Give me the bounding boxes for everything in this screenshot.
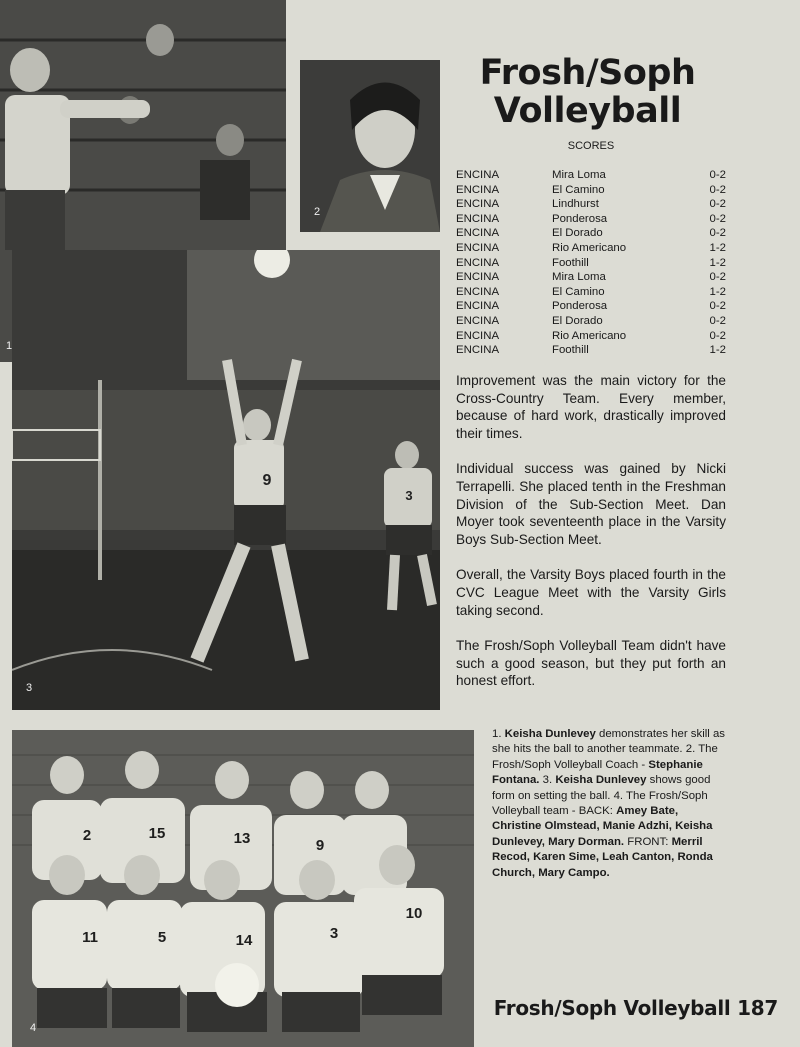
photo-number: 1 [6,340,13,352]
caption-name: Amey Bate, Christine Olmstead, Manie Adzhi, Keisha Dunlevey, Mary Dorman. [492,805,713,848]
paragraph: Overall, the Varsity Boys placed fourth in the CVC League Meet with the Varsity Girls taking second. [456,567,726,618]
score-opponent: Ponderosa [552,212,608,225]
score-result: 0-2 [709,183,726,196]
score-row [456,168,726,183]
footer-section-title: Frosh/Soph Volleyball [493,996,731,1020]
jersey-number: 2 [82,827,92,844]
score-row [456,226,726,241]
jersey-number: 15 [148,825,166,842]
jersey-number: 3 [329,925,339,942]
jersey-number: 13 [233,830,251,847]
paragraph: Improvement was the main victory for the Cross-Country Team. Every member, because of hard work, drastically improved their times. [456,373,726,441]
score-row [456,183,726,198]
page-title: Frosh/Soph Volleyball [479,53,696,131]
caption-name: Keisha Dunlevey [504,728,596,740]
score-team: ENCINA [456,329,500,342]
score-row [456,270,726,285]
photo-caption [492,727,727,881]
photo-setting-the-ball [12,250,440,710]
score-result: 0-2 [709,169,726,181]
score-result: 0-2 [709,198,726,211]
caption-name: Stephanie Fontana. [492,758,703,787]
page-footer [488,996,778,1020]
score-opponent: El Camino [552,285,605,298]
score-result: 1-2 [709,344,726,357]
score-opponent: Foothill [552,256,589,269]
score-row [456,285,726,300]
score-team: ENCINA [456,256,500,269]
score-team: ENCINA [456,285,500,298]
score-team: ENCINA [456,198,500,211]
caption-name: Keisha Dunlevey [555,774,647,787]
caption-text: shows good form on setting the ball. 4. The Frosh/Soph Volleyball team - BACK: [492,774,711,818]
score-row [456,256,726,271]
score-row [456,314,726,329]
score-opponent: El Dorado [552,314,603,327]
score-opponent: Mira Loma [552,271,606,284]
score-result: 1-2 [709,256,726,269]
score-opponent: El Dorado [552,227,603,240]
score-opponent: Rio Americano [552,241,627,254]
caption-text: 1. [492,728,505,740]
photo-number: 4 [30,1022,37,1034]
score-team: ENCINA [456,227,500,240]
scores-heading: SCORES [567,140,615,152]
caption-name: Merril Recod, Karen Sime, Leah Canton, Ronda Church, Mary Campo. [492,835,713,879]
score-result: 0-2 [709,271,726,284]
score-result: 0-2 [709,300,726,313]
score-result: 1-2 [709,241,726,254]
score-result: 0-2 [709,329,726,342]
caption-text: 3. [539,774,556,787]
article-body [456,372,726,708]
score-team: ENCINA [456,344,500,357]
score-opponent: Lindhurst [552,198,599,211]
score-row [456,241,726,256]
photo-number: 2 [314,206,321,218]
photo-4-illustration [12,730,474,1047]
score-row [456,343,726,358]
score-opponent: El Camino [552,183,605,196]
score-result: 0-2 [709,212,726,225]
page-number: 187 [737,996,778,1020]
score-result: 0-2 [709,227,726,240]
jersey-number: 10 [405,905,423,922]
jersey-number: 9 [315,837,325,854]
paragraph: The Frosh/Soph Volleyball Team didn't have such a good season, but they put forth an honest effort. [456,638,726,689]
score-row [456,212,726,227]
score-opponent: Foothill [552,344,589,357]
score-row [456,197,726,212]
score-opponent: Ponderosa [552,300,608,313]
score-row [456,299,726,314]
caption-text: FRONT: [624,835,672,848]
photo-3-illustration [12,250,440,710]
caption-text: demonstrates her skill as she hits the ball to another teammate. 2. The Frosh/Soph Volleyball Coach - [492,728,725,771]
jersey-number: 3 [405,488,413,503]
scores-table [456,168,726,358]
score-team: ENCINA [456,300,500,313]
jersey-number: 11 [82,929,98,946]
score-result: 1-2 [709,285,726,298]
jersey-number: 14 [235,932,253,949]
score-result: 0-2 [709,314,726,327]
photo-number: 3 [26,682,33,694]
score-team: ENCINA [456,271,500,284]
score-team: ENCINA [456,212,500,225]
score-team: ENCINA [456,241,500,254]
score-team: ENCINA [456,314,500,327]
photo-2-illustration [300,60,440,232]
score-team: ENCINA [456,169,500,181]
jersey-number: 9 [262,472,272,489]
score-row [456,329,726,344]
photo-team-group [12,730,474,1047]
score-team: ENCINA [456,183,500,196]
photo-coach-portrait [300,60,440,232]
score-opponent: Rio Americano [552,329,627,342]
jersey-number: 5 [157,929,167,946]
paragraph: Individual success was gained by Nicki Terrapelli. She placed tenth in the Freshman Division of the Sub-Section Meet. Dan Moyer took seventeenth place in the Varsity Boys Sub-Section Meet. [456,461,726,547]
score-opponent: Mira Loma [552,169,606,181]
